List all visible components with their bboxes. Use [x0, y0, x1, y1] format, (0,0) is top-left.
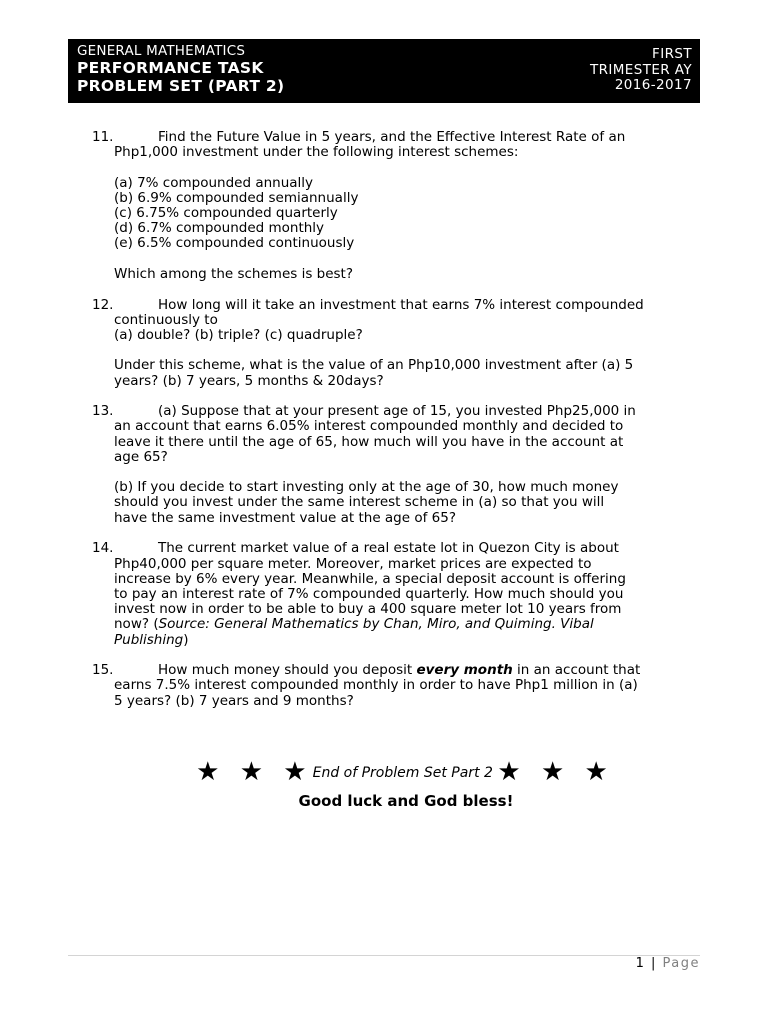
- problem-text: earns 7.5% interest compounded monthly in order to have Php1 million in (a): [114, 677, 638, 694]
- followup-line: Under this scheme, what is the value of an Php10,000 investment after (a) 5: [114, 357, 634, 374]
- problem-text: age 65?: [114, 448, 168, 465]
- term-line2: TRIMESTER AY: [589, 61, 692, 78]
- problem-text: leave it there until the age of 65, how much will you have in the account at: [114, 433, 624, 450]
- page-separator: |: [650, 956, 657, 971]
- page-label: Page: [662, 956, 700, 971]
- scheme-options: [92, 176, 704, 252]
- option-b: (b) 6.9% compounded semiannually: [114, 189, 359, 206]
- problem-number: 12.: [92, 296, 114, 313]
- document-header: [68, 39, 700, 103]
- header-right: [590, 47, 692, 94]
- problem-text: How long will it take an investment that earns 7% interest compounded: [158, 296, 644, 313]
- star-icon: ★ ★ ★: [196, 757, 313, 787]
- source-citation-line: [114, 633, 704, 648]
- problem-text: 5 years? (b) 7 years and 9 months?: [114, 692, 354, 709]
- option-a: (a) 7% compounded annually: [114, 174, 314, 191]
- problem-13: [92, 404, 704, 526]
- problem-part-b: [92, 480, 704, 526]
- problem-text: Php1,000 investment under the following interest schemes:: [114, 144, 519, 161]
- source-publisher: Publishing: [114, 631, 184, 648]
- part-b-line: have the same investment value at the age of 65?: [114, 509, 456, 526]
- end-text: End of Problem Set Part 2: [312, 765, 493, 781]
- problem-list: [92, 130, 704, 709]
- problem-text: to pay an interest rate of 7% compounded quarterly. How much should you: [114, 585, 624, 602]
- star-icon: ★ ★ ★: [497, 757, 614, 787]
- problem-number: 15.: [92, 662, 114, 679]
- problem-14: [92, 541, 704, 647]
- problem-text: invest now in order to be able to buy a 400 square meter lot 10 years from: [114, 601, 622, 618]
- problem-text: (a) double? (b) triple? (c) quadruple?: [114, 326, 363, 343]
- source-citation: Source: General Mathematics by Chan, Miro, and Quiming. Vibal: [158, 616, 594, 633]
- problem-text: in an account that: [512, 662, 641, 679]
- problem-question: Which among the schemes is best?: [114, 265, 354, 282]
- problem-text: Find the Future Value in 5 years, and the Effective Interest Rate of an: [158, 129, 626, 145]
- page-footer: [636, 956, 700, 971]
- closing-message: Good luck and God bless!: [298, 792, 514, 810]
- problem-text: How much money should you deposit: [158, 662, 417, 679]
- citation-close: ): [183, 631, 189, 648]
- problem-text: (a) Suppose that at your present age of 15, you invested Php25,000 in: [158, 403, 636, 420]
- citation-prefix: now? (: [114, 616, 159, 633]
- subject-title: GENERAL MATHEMATICS: [77, 43, 246, 59]
- problem-text: The current market value of a real estate lot in Quezon City is about: [158, 540, 619, 557]
- option-e: (e) 6.5% compounded continuously: [114, 235, 355, 252]
- task-title-line1: PERFORMANCE TASK: [77, 59, 264, 77]
- problem-text: an account that earns 6.05% interest compounded monthly and decided to: [114, 418, 624, 435]
- problem-text: continuously to: [114, 311, 218, 328]
- problem-12: [92, 298, 704, 389]
- part-b-line: should you invest under the same interest scheme in (a) so that you will: [114, 494, 605, 511]
- page-number: 1: [635, 956, 646, 971]
- problem-followup: [92, 358, 704, 388]
- problem-number: 13.: [92, 403, 114, 420]
- part-b-line: (b) If you decide to start investing only at the age of 30, how much money: [114, 479, 619, 496]
- term-line3: 2016-2017: [614, 77, 692, 93]
- task-title-line2: PROBLEM SET (PART 2): [77, 77, 285, 95]
- problem-number: 14.: [92, 540, 114, 557]
- problem-15: [92, 663, 704, 709]
- footer-divider: [68, 955, 700, 956]
- header-left: [77, 44, 284, 95]
- term-line1: FIRST: [652, 46, 692, 62]
- problem-number: 11.: [92, 129, 114, 145]
- problem-text: increase by 6% every year. Meanwhile, a special deposit account is offering: [114, 570, 626, 587]
- followup-line: years? (b) 7 years, 5 months & 20days?: [114, 372, 384, 389]
- end-of-set-banner: [0, 757, 768, 787]
- problem-11: [92, 130, 704, 282]
- option-d: (d) 6.7% compounded monthly: [114, 220, 325, 237]
- problem-text: Php40,000 per square meter. Moreover, market prices are expected to: [114, 555, 592, 572]
- emphasis-text: every month: [416, 662, 513, 679]
- option-c: (c) 6.75% compounded quarterly: [114, 205, 338, 221]
- source-citation-line: [114, 617, 704, 632]
